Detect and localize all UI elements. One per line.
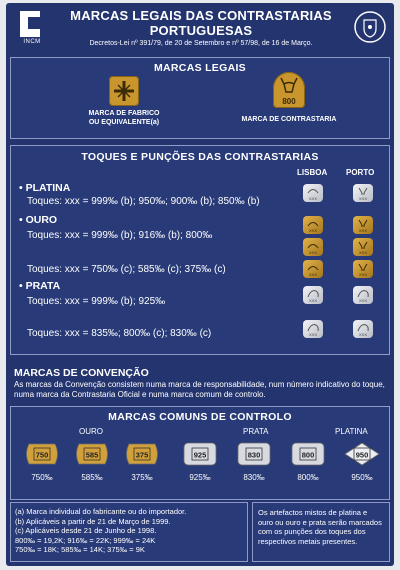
common-mark-number: 800 — [301, 450, 315, 460]
ouro-toques-1: Toques: xxx = 999‰ (b); 916‰ (b); 800‰ — [27, 230, 213, 241]
common-mark-label: 830‰ — [243, 473, 265, 482]
punch-text: XXX — [308, 228, 318, 233]
common-mark-number: 950 — [355, 450, 369, 460]
prata-toques-1: Toques: xxx = 999‰ (b); 925‰ — [27, 296, 166, 307]
toques-panel: TOQUES E PUNÇÕES DAS CONTRASTARIAS LISBOA PORTO • PLATINA Toques: xxx = 999‰ (b); 950‰; 900‰ (b); 850‰ (b) • OURO Toques: xxx = 999‰ (b); 916‰ (b); 800‰ Toques: xxx = 750‰ (c); 585‰ (c); 375‰ (c) • PRATA Toques: xxx = 999‰ (b); 925‰ Toques: xxx = 835‰; 800‰ (c); 830‰ (c) XXX XXX XXX XXX XXX XXX XXX XXX XXX XXX XXX XXX — [10, 145, 390, 355]
fabrico-caption-1: MARCA DE FABRICO — [88, 110, 160, 117]
sheet — [6, 3, 394, 566]
common-mark-label: 750‰ — [31, 473, 53, 482]
punch-text: XXX — [358, 250, 368, 255]
common-mark-number: 375 — [135, 450, 149, 460]
marcas-legais-panel — [10, 57, 390, 139]
common-mark-750 — [23, 441, 61, 467]
common-mark-830 — [235, 441, 273, 467]
punch-prata2-porto — [353, 320, 373, 338]
note-mixed: Os artefactos mistos de platina e ouro ou ouro e prata serão marcados com os punções dos toques dos respectivos metais presentes. — [258, 508, 382, 546]
fabrico-caption-2: OU EQUIVALENTE(a) — [88, 119, 160, 126]
page-title-line1: MARCAS LEGAIS DAS CONTRASTARIAS — [70, 8, 332, 23]
ouro-label: OURO — [25, 214, 58, 226]
punch-ouro3-lisboa — [303, 260, 323, 278]
punch-ouro3-porto — [353, 260, 373, 278]
common-mark-375 — [123, 441, 161, 467]
punch-text: XXX — [308, 250, 318, 255]
page-title-line2: PORTUGUESAS — [149, 23, 253, 38]
convencao-title: MARCAS DE CONVENÇÃO — [14, 367, 149, 379]
mixed-note-panel — [252, 502, 390, 562]
contrastaria-number: 800 — [282, 97, 296, 106]
notes-panel — [10, 502, 248, 562]
marca-fabrico-mark — [109, 76, 139, 106]
common-mark-label: 375‰ — [131, 473, 153, 482]
marcas-legais-heading: MARCAS LEGAIS — [154, 62, 246, 74]
incm-logo — [12, 9, 52, 49]
punch-text: XXX — [308, 332, 318, 337]
common-mark-number: 750 — [35, 450, 49, 460]
punch-prata1-lisboa — [303, 286, 323, 304]
note-c: (c) Aplicáveis desde 21 de Junho de 1998. — [15, 526, 157, 535]
logo-text: INCM — [23, 39, 41, 45]
punch-ouro2-porto — [353, 238, 373, 256]
comuns-heading: MARCAS COMUNS DE CONTROLO — [108, 411, 292, 423]
punch-text: XXX — [358, 196, 368, 201]
common-mark-950 — [343, 441, 381, 467]
common-mark-label: 950‰ — [351, 473, 373, 482]
common-mark-number: 585 — [85, 450, 99, 460]
common-mark-label: 585‰ — [81, 473, 103, 482]
punch-text: XXX — [308, 298, 318, 303]
marca-contrastaria-mark — [273, 72, 305, 108]
ouro-toques-2: Toques: xxx = 750‰ (c); 585‰ (c); 375‰ (c) — [27, 264, 226, 275]
common-mark-585 — [73, 441, 111, 467]
convencao-text: As marcas da Convenção consistem numa marca de responsabilidade, num número indicativo do toque, numa marca da Contrastaria Oficial e numa marca comum de controlo. — [14, 380, 385, 399]
platina-toques: Toques: xxx = 999‰ (b); 950‰; 900‰ (b); 850‰ (b) — [27, 196, 260, 207]
punch-platina-porto — [353, 184, 373, 202]
punch-prata1-porto — [353, 286, 373, 304]
punch-text: XXX — [358, 332, 368, 337]
note-eq2: 750‰ = 18K; 585‰ = 14K; 375‰ = 9K — [15, 545, 145, 554]
common-mark-label: 800‰ — [297, 473, 319, 482]
group-platina: PLATINA — [335, 427, 368, 436]
platina-label: PLATINA — [25, 182, 71, 194]
prata-toques-2: Toques: xxx = 835‰; 800‰ (c); 830‰ (c) — [27, 328, 212, 339]
common-mark-number: 830 — [247, 450, 261, 460]
punch-ouro1-lisboa — [303, 216, 323, 234]
punch-text: XXX — [308, 196, 318, 201]
note-b: (b) Aplicáveis a partir de 21 de Março de 1999. — [15, 516, 171, 526]
punch-text: XXX — [358, 228, 368, 233]
group-prata: PRATA — [243, 427, 269, 436]
marcas-comuns-panel — [10, 406, 390, 500]
col-lisboa: LISBOA — [297, 168, 328, 177]
punch-platina-lisboa — [303, 184, 323, 202]
coat-of-arms-icon — [352, 9, 388, 45]
col-porto: PORTO — [346, 168, 375, 177]
group-ouro: OURO — [79, 427, 103, 436]
note-a: (a) Marca individual do fabricante ou do importador. — [15, 507, 187, 516]
common-mark-number: 925 — [193, 450, 207, 460]
toques-heading: TOQUES E PUNÇÕES DAS CONTRASTARIAS — [81, 151, 319, 163]
punch-ouro2-lisboa — [303, 238, 323, 256]
contrastaria-caption: MARCA DE CONTRASTARIA — [241, 116, 337, 123]
punch-text: XXX — [308, 272, 318, 277]
prata-label: PRATA — [25, 280, 61, 292]
decree-reference: Decretos-Lei nº 391/79, de 20 de Setembro e nº 57/98, de 16 de Março. — [89, 40, 313, 47]
common-mark-label: 925‰ — [189, 473, 211, 482]
note-eq1: 800‰ = 19,2K; 916‰ = 22K; 999‰ = 24K — [15, 535, 156, 545]
punch-text: XXX — [358, 272, 368, 277]
common-mark-800 — [289, 441, 327, 467]
punch-prata2-lisboa — [303, 320, 323, 338]
punch-ouro1-porto — [353, 216, 373, 234]
common-mark-925 — [181, 441, 219, 467]
punch-text: XXX — [358, 298, 368, 303]
